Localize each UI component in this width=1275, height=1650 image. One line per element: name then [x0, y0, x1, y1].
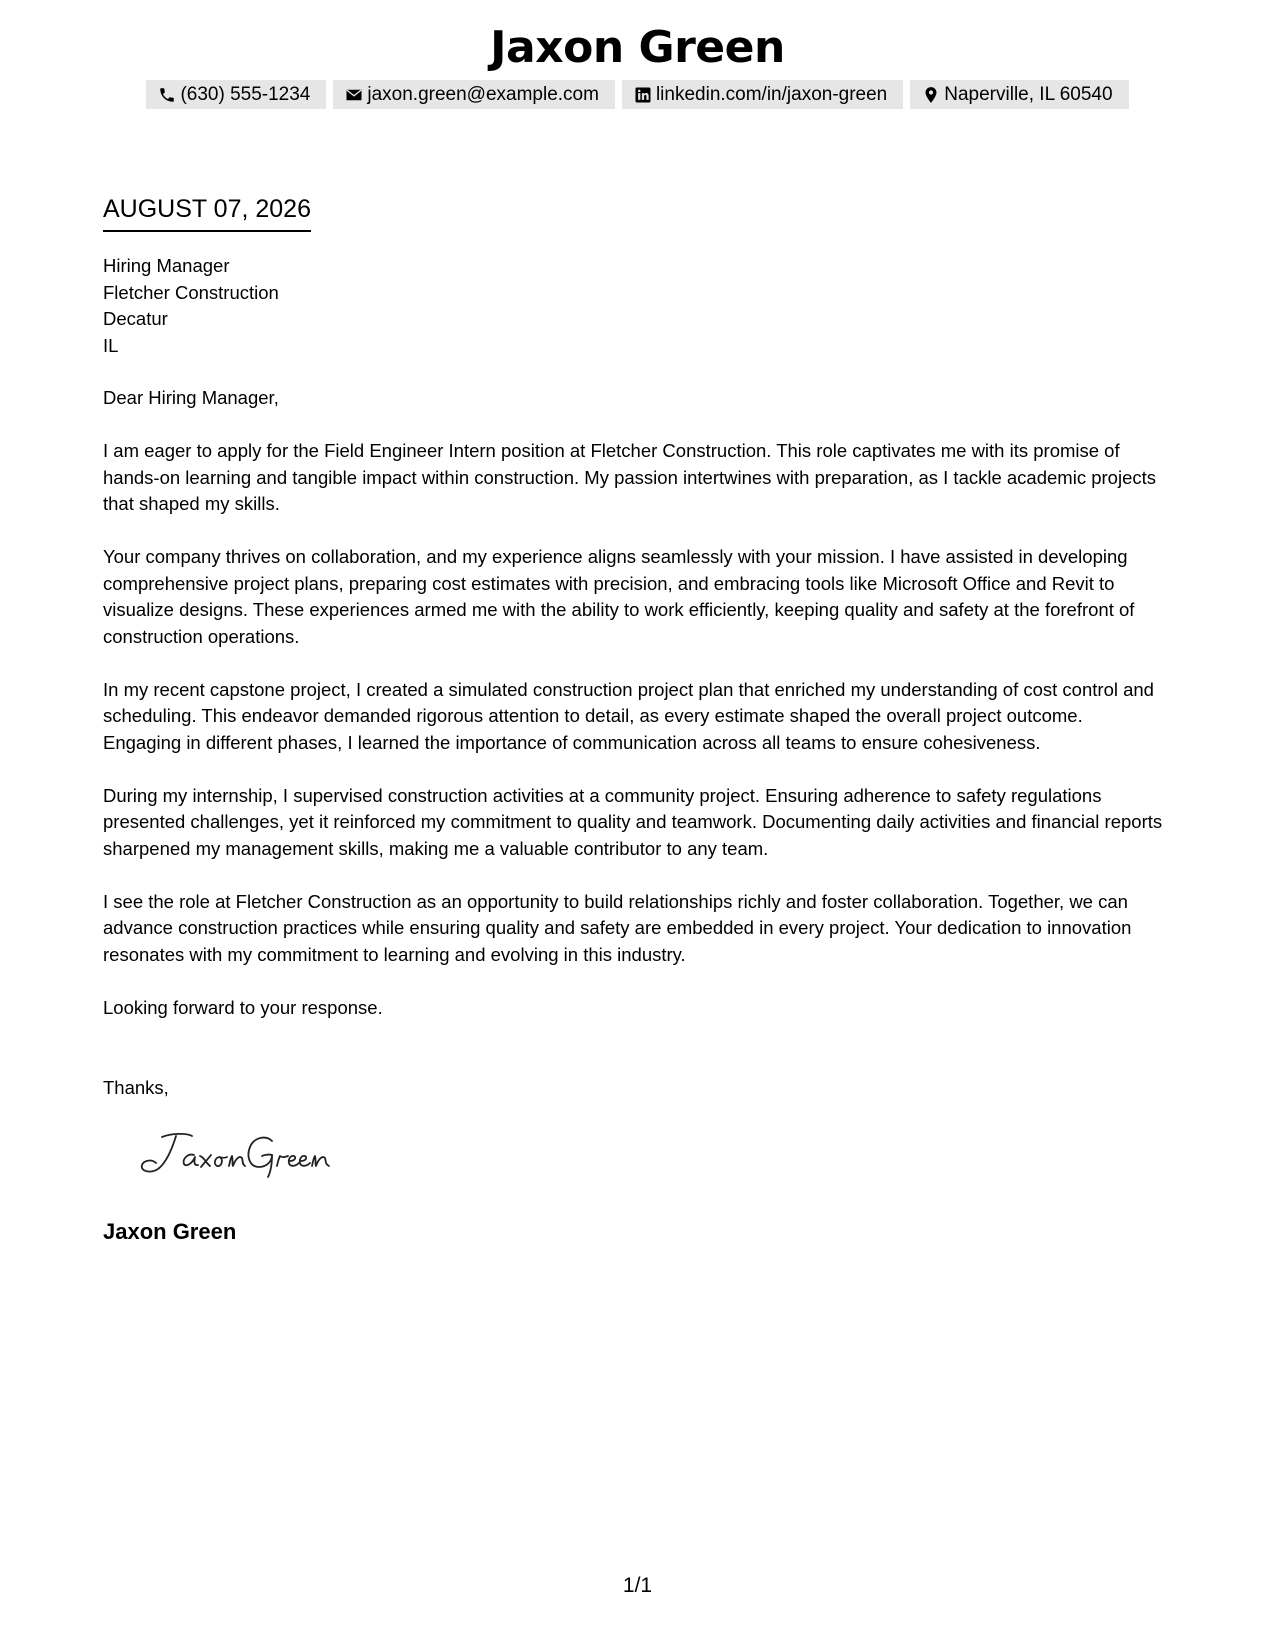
body-paragraph: In my recent capstone project, I created a simulated construction project plan that enriched my understanding of cost control and scheduling. This endeavor demanded rigorous attention to detail, as every estimate shaped the overall project outcome. Engaging in different phases, I learned the importance of communication across all teams to ensure cohesiveness.	[103, 678, 1154, 753]
email-chip	[333, 80, 615, 109]
location-text: Naperville, IL 60540	[944, 83, 1113, 105]
contact-info-bar	[0, 80, 1275, 109]
location-chip	[910, 80, 1128, 109]
recipient-state: IL	[103, 334, 119, 356]
phone-text: (630) 555-1234	[180, 83, 311, 105]
body-paragraph: I see the role at Fletcher Construction as an opportunity to build relationships richly and foster collaboration. Together, we can advance construction practices while ensuring quality and safety are embedded in every project. Your dedication to innovation resonates with my commitment to learning and evolving in this industry.	[103, 890, 1132, 965]
closing-text: Thanks,	[103, 1077, 169, 1098]
envelope-icon	[345, 86, 363, 104]
body-paragraph: During my internship, I supervised construction activities at a community project. Ensuring adherence to safety regulations presented challenges, yet it reinforced my commitment to quality and teamwork. Documenting daily activities and financial reports sharpened my management skills, making me a valuable contributor to any team.	[103, 784, 1163, 859]
recipient-block	[103, 253, 279, 359]
recipient-city: Decatur	[103, 308, 168, 329]
linkedin-chip	[622, 80, 903, 109]
linkedin-icon	[634, 86, 652, 104]
salutation: Dear Hiring Manager,	[103, 387, 279, 408]
body-paragraph-closing-line: Looking forward to your response.	[103, 996, 383, 1018]
letter-date: AUGUST 07, 2026	[103, 192, 311, 232]
phone-icon	[158, 86, 176, 104]
letter-body	[103, 385, 1165, 1048]
body-paragraph: I am eager to apply for the Field Engineer Intern position at Fletcher Construction. This role captivates me with its promise of hands-on learning and tangible impact within construction. My passion intertwines with preparation, as I tackle academic projects that shaped my skills.	[103, 440, 1156, 514]
recipient-company: Fletcher Construction	[103, 281, 279, 303]
linkedin-text: linkedin.com/in/jaxon-green	[655, 83, 888, 105]
page-number: 1/1	[622, 1574, 653, 1597]
map-marker-icon	[922, 86, 940, 104]
email-text: jaxon.green@example.com	[367, 83, 599, 105]
signature-image	[132, 1127, 342, 1182]
body-paragraph: Your company thrives on collaboration, and my experience aligns seamlessly with your mission. I have assisted in developing comprehensive project plans, preparing cost estimates with precision, and embracing tools like Microsoft Office and Revit to visualize designs. These experiences armed me with the ability to work efficiently, keeping quality and safety at the forefront of construction operations.	[103, 546, 1135, 647]
recipient-title: Hiring Manager	[103, 255, 230, 276]
applicant-name-header: Jaxon Green	[490, 22, 785, 73]
phone-chip	[146, 80, 326, 109]
signature-name: Jaxon Green	[103, 1219, 237, 1244]
